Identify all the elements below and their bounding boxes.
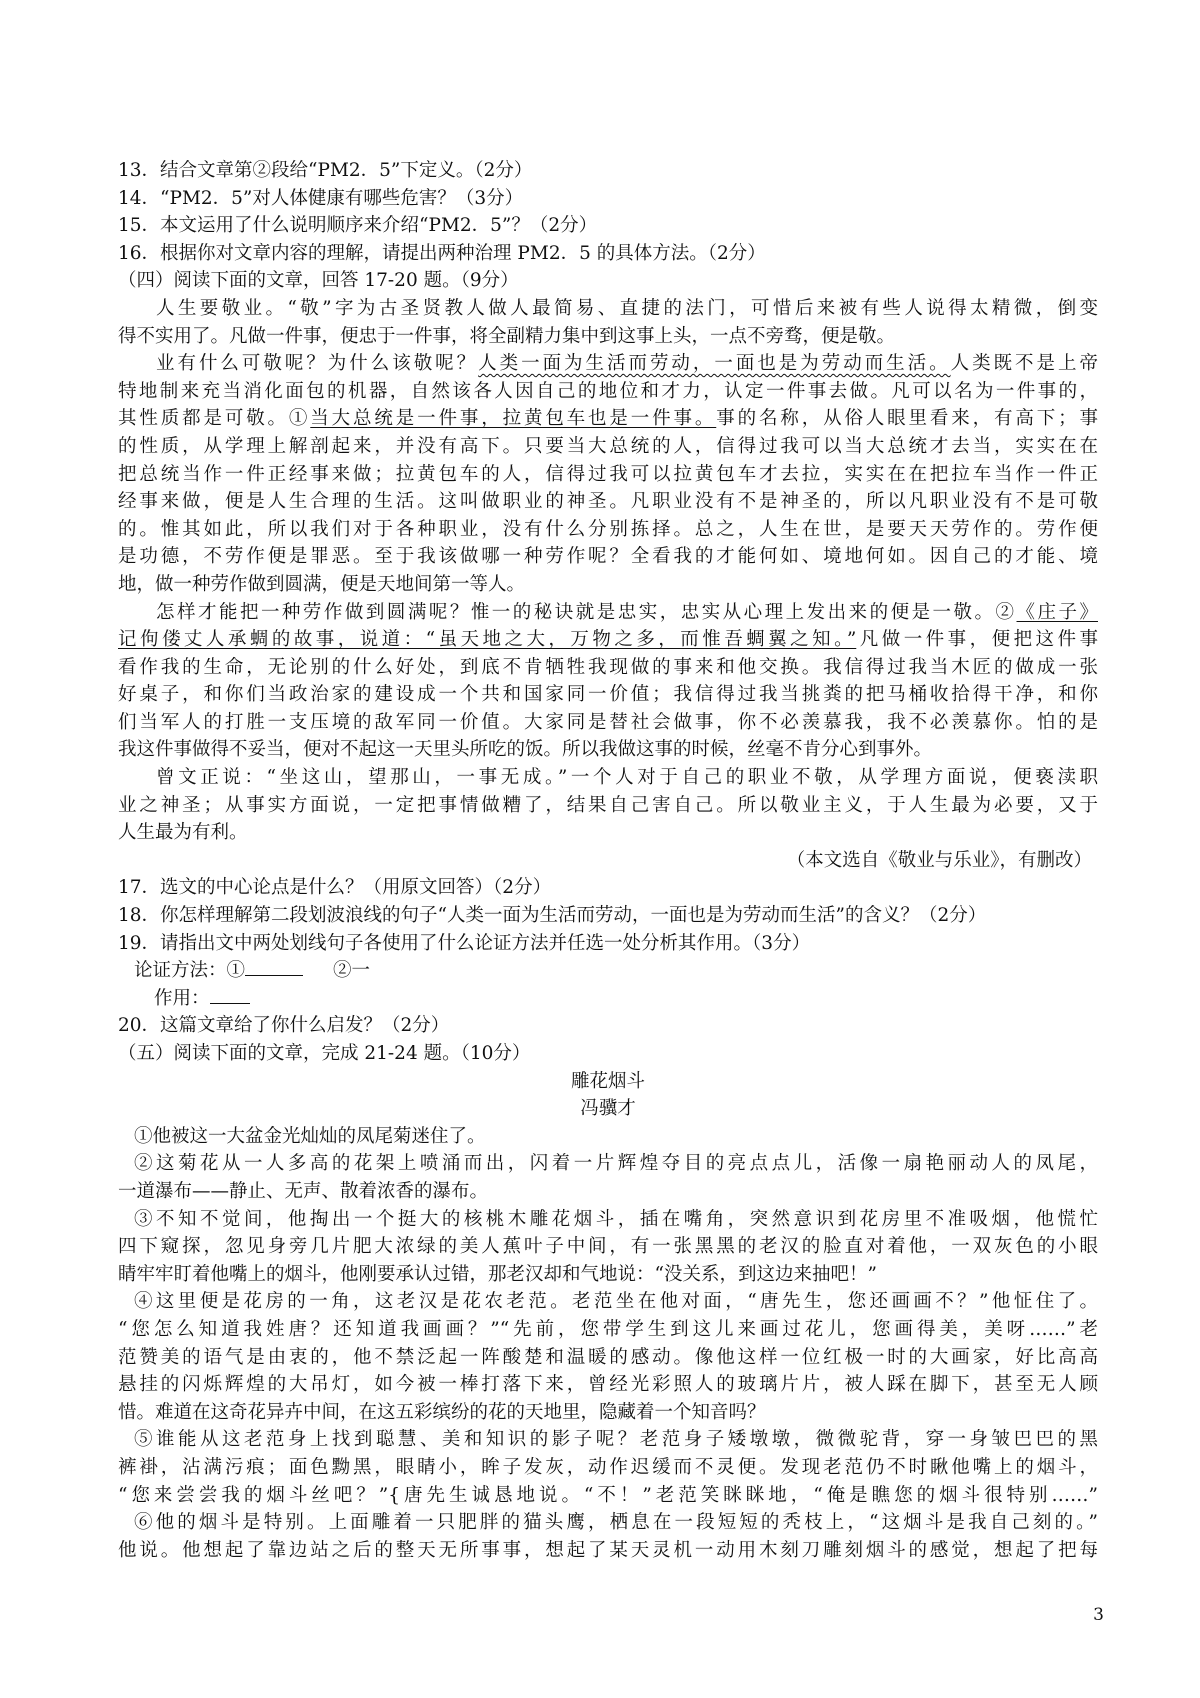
story-line: 惜。难道在这奇花异卉中间，在这五彩缤纷的花的天地里，隐藏着一个知音吗？ bbox=[118, 1401, 766, 1423]
story-line: ⑥他的烟斗是特别。上面雕着一只肥胖的猫头鹰，栖息在一段短短的秃枝上，“这烟斗是我自己刻的。” bbox=[134, 1512, 1098, 1534]
wavy-underlined-sentence: 人类一面为生活而劳动，一面也是为劳动而生活。 bbox=[478, 353, 951, 375]
answer-blank[interactable] bbox=[210, 985, 250, 1004]
essay-line: 地，做一种劳作做到圆满，便是天地间第一等人。 bbox=[118, 573, 526, 595]
essay-line: 的性质，从学理上解剖起来，并没有高下。只要当大总统的人，信得过我可以当大总统才去当，实实在在 bbox=[118, 435, 1098, 457]
question-16: 16．根据你对文章内容的理解，请提出两种治理 PM2．5 的具体方法。（2分） bbox=[118, 242, 766, 264]
essay-line: 的。惟其如此，所以我们对于各种职业，没有什么分别拣择。总之，人生在世，是要天天劳作的。劳作便 bbox=[118, 518, 1098, 540]
question-20: 20．这篇文章给了你什么启发？（2分） bbox=[118, 1015, 450, 1037]
story-line: 裤褂，沾满污痕；面色黝黑，眼睛小，眸子发灰，动作迟缓而不灵便。发现老范仍不时瞅他嘴上的烟斗， bbox=[118, 1456, 1098, 1478]
essay-text: 业有什么可敬呢？为什么该敬呢？ bbox=[156, 353, 479, 375]
question-14: 14．“PM2．5”对人体健康有哪些危害？（3分） bbox=[118, 187, 524, 209]
question-15: 15．本文运用了什么说明顺序来介绍“PM2．5”？（2分） bbox=[118, 215, 598, 237]
story-line: ④这里便是花房的一角，这老汉是花农老范。老范坐在他对面，“唐先生，您还画画不？”他怔住了。 bbox=[134, 1291, 1098, 1313]
story-line: ②这菊花从一人多高的花架上喷涌而出，闪着一片辉煌夺目的亮点点儿，活像一扇艳丽动人的凤尾， bbox=[134, 1153, 1098, 1175]
method-label: 论证方法：① bbox=[134, 960, 246, 982]
essay-text: 其性质都是可敬。① bbox=[118, 408, 311, 430]
question-19-effect bbox=[118, 985, 1098, 1013]
story-line: ③不知不觉间，他掏出一个挺大的核桃木雕花烟斗，插在嘴角，突然意识到花房里不准吸烟，他慌忙 bbox=[134, 1208, 1098, 1230]
story-line: 一道瀑布——静止、无声、散着浓香的瀑布。 bbox=[118, 1180, 489, 1202]
essay-line: 人生最为有利。 bbox=[118, 822, 248, 844]
story-line: ⑤谁能从这老范身上找到聪慧、美和知识的影子呢？老范身子矮墩墩，微微驼背，穿一身皱巴巴的黑 bbox=[134, 1429, 1098, 1451]
essay-line: 看作我的生命，无论别的什么好处，到底不肯牺牲我现做的事来和他交换。我信得过我当木匠的做成一张 bbox=[118, 656, 1098, 678]
story-line: “您来尝尝我的烟斗丝吧？”{唐先生诚恳地说。“不！”老范笑眯眯地，“俺是瞧您的烟斗很特别……” bbox=[118, 1484, 1098, 1506]
essay-line bbox=[118, 405, 1098, 433]
effect-label: 作用： bbox=[154, 987, 210, 1009]
essay-line: 特地制来充当消化面包的机器，自然该各人因自己的地位和才力，认定一件事去做。凡可以名为一件事的， bbox=[118, 380, 1098, 402]
question-17: 17．选文的中心论点是什么？（用原文回答）（2分） bbox=[118, 877, 552, 899]
essay-line: 曾文正说：“坐这山，望那山，一事无成。”一个人对于自己的职业不敬，从学理方面说，便亵渎职 bbox=[156, 767, 1098, 789]
essay-line: 得不实用了。凡做一件事，便忠于一件事，将全副精力集中到这事上头，一点不旁骛，便是敬。 bbox=[118, 325, 896, 347]
essay-line: 经事来做，便是人生合理的生活。这叫做职业的神圣。凡职业没有不是神圣的，所以凡职业没有不是可敬 bbox=[118, 491, 1098, 513]
essay-text: 人类既不是上帝 bbox=[950, 353, 1098, 375]
essay-line: 我这件事做得不妥当，便对不起这一天里头所吃的饭。所以我做这事的时候，丝毫不肯分心到事外。 bbox=[118, 739, 933, 761]
story-author: 冯骥才 bbox=[580, 1098, 636, 1120]
essay-line bbox=[118, 350, 1098, 378]
section-5-heading: （五）阅读下面的文章，完成 21-24 题。（10分） bbox=[118, 1043, 531, 1064]
underlined-sentence-2: 《庄子》 bbox=[1016, 601, 1098, 623]
story-line: ①他被这一大盆金光灿灿的凤尾菊迷住了。 bbox=[134, 1125, 486, 1147]
section-4-heading: （四）阅读下面的文章，回答 17-20 题。（9分） bbox=[118, 270, 519, 292]
question-13: 13．结合文章第②段给“PM2．5”下定义。（2分） bbox=[118, 160, 533, 181]
method-2-label: ②一 bbox=[333, 960, 371, 982]
essay-line: 人生要敬业。“敬”字为古圣贤教人做人最简易、直捷的法门，可惜后来被有些人说得太精微，倒变 bbox=[156, 297, 1098, 319]
essay-source: （本文选自《敬业与乐业》，有删改） bbox=[786, 849, 1092, 871]
document-page bbox=[118, 157, 1098, 1564]
essay-line bbox=[118, 626, 1098, 654]
essay-line: 好桌子，和你们当政治家的建设成一个共和国家同一价值；我信得过我当挑粪的把马桶收拾得干净，和你 bbox=[118, 684, 1098, 706]
essay-text: 怎样才能把一种劳作做到圆满呢？惟一的秘诀就是忠实，忠实从心理上发出来的便是一敬。② bbox=[156, 601, 1017, 623]
story-title: 雕花烟斗 bbox=[570, 1070, 645, 1092]
essay-line: 把总统当作一件正经事来做；拉黄包车的人，信得过我可以拉黄包车才去拉，实实在在把拉车当作一件正 bbox=[118, 463, 1098, 485]
question-19-methods bbox=[118, 957, 1098, 985]
story-line: 范赞美的语气是由衷的，他不禁泛起一阵酸楚和温暖的感动。像他这样一位红极一时的大画家，好比高高 bbox=[118, 1346, 1098, 1368]
story-line: “您怎么知道我姓唐？还知道我画画？”“先前，您带学生到这儿来画过花儿，您画得美，美呀……”老 bbox=[118, 1318, 1098, 1340]
essay-line: 们当军人的打胜一支压境的敌军同一价值。大家同是替社会做事，你不必羡慕我，我不必羡慕你。怕的是 bbox=[118, 711, 1098, 733]
essay-text: 事的名称，从俗人眼里看来，有高下；事 bbox=[716, 408, 1098, 430]
underlined-sentence-1: 当大总统是一件事，拉黄包车也是一件事。 bbox=[310, 408, 717, 430]
story-line: 悬挂的闪烁辉煌的大吊灯，如今被一棒打落下来，曾经光彩照人的玻璃片片，被人踩在脚下，甚至无人顾 bbox=[118, 1374, 1098, 1396]
underlined-sentence-2: 记佝偻丈人承蜩的故事，说道：“虽天地之大，万物之多，而惟吾蜩翼之知。” bbox=[118, 629, 857, 651]
essay-line: 业之神圣；从事实方面说，一定把事情做糟了，结果自己害自己。所以敬业主义，于人生最为必要，又于 bbox=[118, 794, 1098, 816]
essay-text: 凡做一件事，便把这件事 bbox=[856, 629, 1098, 651]
question-19: 19．请指出文中两处划线句子各使用了什么论证方法并任选一处分析其作用。（3分） bbox=[118, 932, 811, 954]
page-number: 3 bbox=[1093, 1605, 1104, 1625]
question-18: 18．你怎样理解第二段划波浪线的句子“人类一面为生活而劳动，一面也是为劳动而生活”的含义？（2分） bbox=[118, 905, 987, 927]
story-line: 四下窥探，忽见身旁几片肥大浓绿的美人蕉叶子中间，有一张黑黑的老汉的脸直对着他，一双灰色的小眼 bbox=[118, 1236, 1098, 1258]
story-line: 他说。他想起了靠边站之后的整天无所事事，想起了某天灵机一动用木刻刀雕刻烟斗的感觉，想起了把每 bbox=[118, 1539, 1098, 1561]
essay-line: 是功德，不劳作便是罪恶。至于我该做哪一种劳作呢？全看我的才能何如、境地何如。因自己的才能、境 bbox=[118, 546, 1098, 568]
story-line: 睛牢牢盯着他嘴上的烟斗，他刚要承认过错，那老汉却和气地说：“没关系，到这边来抽吧！” bbox=[118, 1263, 877, 1285]
answer-blank[interactable] bbox=[245, 957, 303, 976]
essay-line bbox=[118, 599, 1098, 627]
